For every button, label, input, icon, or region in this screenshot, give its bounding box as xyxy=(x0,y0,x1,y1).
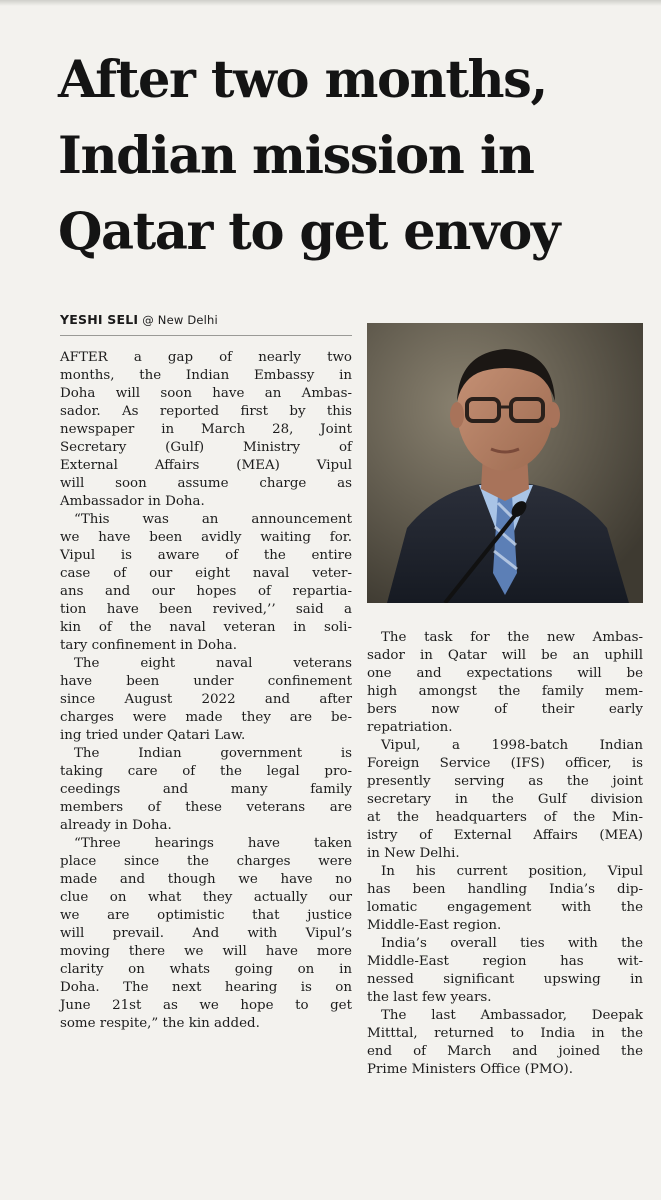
text-line: we are optimistic that justice xyxy=(60,908,352,923)
text-line: Doha will soon have an Ambas- xyxy=(60,386,352,401)
text-line: has been handling India’s dip- xyxy=(367,882,643,897)
text-line: June 21st as we hope to get xyxy=(60,998,352,1013)
paragraph xyxy=(367,737,643,863)
text-line: Ambassador in Doha. xyxy=(60,494,205,509)
text-line: “This was an announcement xyxy=(74,512,352,527)
paragraph xyxy=(367,863,643,935)
text-line: repatriation. xyxy=(367,720,453,735)
text-line: Vipul is aware of the entire xyxy=(60,548,352,563)
text-line: will soon assume charge as xyxy=(60,476,352,491)
headline-line: After two months, xyxy=(58,50,547,110)
text-line: tary confinement in Doha. xyxy=(60,638,237,653)
byline-divider xyxy=(60,335,352,336)
text-line: The last Ambassador, Deepak xyxy=(381,1008,643,1023)
text-line: ans and our hopes of repartia- xyxy=(60,584,352,599)
portrait-photo xyxy=(367,323,643,603)
text-line: ing tried under Qatari Law. xyxy=(60,728,246,743)
text-line: taking care of the legal pro- xyxy=(60,764,352,779)
top-rule xyxy=(0,0,661,6)
paragraph xyxy=(367,1007,643,1079)
text-line: Doha. The next hearing is on xyxy=(60,980,352,995)
text-line: made and though we have no xyxy=(60,872,352,887)
text-line: we have been avidly waiting for. xyxy=(60,530,352,545)
article-body-left-column xyxy=(60,349,352,1033)
text-line: clarity on whats going on in xyxy=(60,962,352,977)
text-line: Vipul, a 1998-batch Indian xyxy=(381,738,643,753)
paragraph xyxy=(60,745,352,835)
text-line: Foreign Service (IFS) officer, is xyxy=(367,756,643,771)
text-line: will prevail. And with Vipul’s xyxy=(60,926,352,941)
article-body-right-column xyxy=(367,629,643,1079)
text-line: one and expectations will be xyxy=(367,666,643,681)
paragraph xyxy=(60,349,352,511)
text-line: nessed significant upswing in xyxy=(367,972,643,987)
text-line: have been under confinement xyxy=(60,674,352,689)
text-line: Mitttal, returned to India in the xyxy=(367,1026,643,1041)
paragraph xyxy=(60,835,352,1033)
text-line: kin of the naval veteran in soli- xyxy=(60,620,352,635)
paragraph xyxy=(60,511,352,655)
headline-line: Qatar to get envoy xyxy=(58,202,560,262)
text-line: clue on what they actually our xyxy=(60,890,352,905)
portrait-photo-icon xyxy=(367,323,643,603)
text-line: External Affairs (MEA) Vipul xyxy=(60,458,352,473)
text-line: at the headquarters of the Min- xyxy=(367,810,643,825)
text-line: newspaper in March 28, Joint xyxy=(60,422,352,437)
text-line: some respite,” the kin added. xyxy=(60,1016,260,1031)
byline-author: YESHI SELI xyxy=(60,312,139,327)
paragraph xyxy=(367,935,643,1007)
text-line: secretary in the Gulf division xyxy=(367,792,643,807)
text-line: The task for the new Ambas- xyxy=(381,630,643,645)
text-line: sador. As reported first by this xyxy=(60,404,352,419)
text-line: istry of External Affairs (MEA) xyxy=(367,828,643,843)
text-line: India’s overall ties with the xyxy=(381,936,643,951)
text-line: bers now of their early xyxy=(367,702,643,717)
text-line: in New Delhi. xyxy=(367,846,460,861)
text-line: place since the charges were xyxy=(60,854,352,869)
text-line: lomatic engagement with the xyxy=(367,900,643,915)
text-line: Middle-East region. xyxy=(367,918,502,933)
text-line: moving there we will have more xyxy=(60,944,352,959)
text-line: “Three hearings have taken xyxy=(74,836,352,851)
text-line: since August 2022 and after xyxy=(60,692,352,707)
text-line: Secretary (Gulf) Ministry of xyxy=(60,440,352,455)
text-line: The Indian government is xyxy=(74,746,352,761)
text-line: AFTER a gap of nearly two xyxy=(60,350,352,365)
headline-line: Indian mission in xyxy=(58,126,534,186)
text-line: The eight naval veterans xyxy=(74,656,352,671)
paragraph xyxy=(367,629,643,737)
text-line: the last few years. xyxy=(367,990,492,1005)
text-line: high amongst the family mem- xyxy=(367,684,643,699)
text-line: In his current position, Vipul xyxy=(381,864,643,879)
headline xyxy=(58,42,648,270)
text-line: members of these veterans are xyxy=(60,800,352,815)
text-line: months, the Indian Embassy in xyxy=(60,368,352,383)
text-line: Middle-East region has wit- xyxy=(367,954,643,969)
text-line: already in Doha. xyxy=(60,818,172,833)
byline xyxy=(60,312,218,327)
paragraph xyxy=(60,655,352,745)
text-line: presently serving as the joint xyxy=(367,774,643,789)
byline-location: @ New Delhi xyxy=(142,313,218,327)
text-line: ceedings and many family xyxy=(60,782,352,797)
text-line: case of our eight naval veter- xyxy=(60,566,352,581)
text-line: end of March and joined the xyxy=(367,1044,643,1059)
text-line: Prime Ministers Office (PMO). xyxy=(367,1062,574,1077)
text-line: tion have been revived,’’ said a xyxy=(60,602,352,617)
text-line: sador in Qatar will be an uphill xyxy=(367,648,643,663)
text-line: charges were made they are be- xyxy=(60,710,352,725)
